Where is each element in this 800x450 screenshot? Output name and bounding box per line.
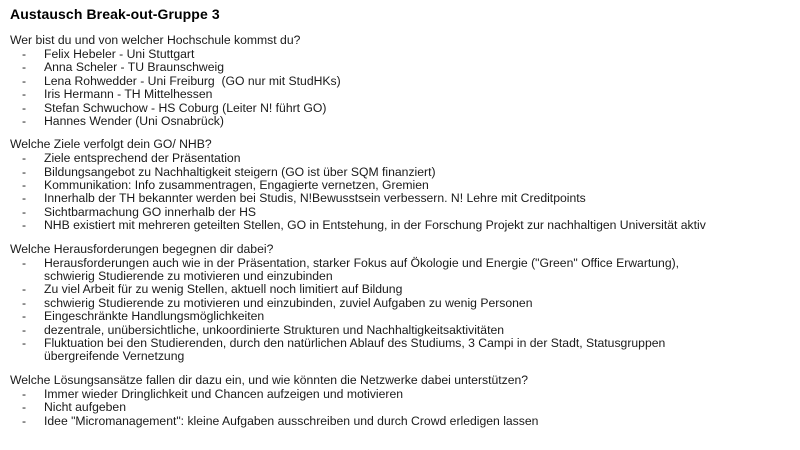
list-item bbox=[10, 206, 796, 219]
list-item bbox=[10, 283, 796, 296]
list-item bbox=[10, 401, 796, 414]
list-item-text: Bildungsangebot zu Nachhaltigkeit steigern (GO ist über SQM finanziert) bbox=[44, 164, 436, 179]
section-question: Welche Herausforderungen begegnen dir dabei? bbox=[10, 241, 274, 256]
list-item bbox=[10, 257, 796, 284]
list-item-text: Fluktuation bei den Studierenden, durch den natürlichen Ablauf des Studiums, 3 Campi in der Stadt, Statusgruppen bbox=[44, 336, 666, 351]
list-item-text: Stefan Schwuchow - HS Coburg (Leiter N! führt GO) bbox=[44, 100, 327, 115]
bullet-dash-marker: - bbox=[22, 282, 27, 297]
bullet-dash-marker: - bbox=[22, 60, 27, 75]
question-section bbox=[10, 34, 796, 128]
bullet-dash-marker: - bbox=[22, 191, 27, 206]
list-item bbox=[10, 415, 796, 428]
list-item bbox=[10, 48, 796, 61]
bullet-dash-marker: - bbox=[22, 178, 27, 193]
bullet-dash-marker: - bbox=[22, 164, 27, 179]
list-item-text: Hannes Wender (Uni Osnabrück) bbox=[44, 113, 224, 128]
bullet-list bbox=[10, 152, 796, 232]
list-item-text: Lena Rohwedder - Uni Freiburg (GO nur mit StudHKs) bbox=[44, 73, 341, 88]
page-title: Austausch Break-out-Gruppe 3 bbox=[10, 6, 220, 22]
question-section bbox=[10, 138, 796, 232]
bullet-dash-marker: - bbox=[22, 322, 27, 337]
sections-container bbox=[10, 34, 796, 428]
bullet-dash-marker: - bbox=[22, 413, 27, 428]
list-item bbox=[10, 337, 796, 364]
bullet-dash-marker: - bbox=[22, 309, 27, 324]
list-item-text: Zu viel Arbeit für zu wenig Stellen, aktuell noch limitiert auf Bildung bbox=[44, 282, 403, 297]
list-item-text: dezentrale, unübersichtliche, unkoordinierte Strukturen und Nachhaltigkeitsaktivitäten bbox=[44, 322, 505, 337]
bullet-dash-marker: - bbox=[22, 218, 27, 233]
bullet-list bbox=[10, 388, 796, 428]
bullet-dash-marker: - bbox=[22, 113, 27, 128]
list-item bbox=[10, 219, 796, 232]
list-item bbox=[10, 297, 796, 310]
list-item bbox=[10, 179, 796, 192]
list-item-text: Sichtbarmachung GO innerhalb der HS bbox=[44, 204, 257, 219]
bullet-dash-marker: - bbox=[22, 295, 27, 310]
bullet-dash-marker: - bbox=[22, 100, 27, 115]
bullet-dash-marker: - bbox=[22, 87, 27, 102]
bullet-dash-marker: - bbox=[22, 255, 27, 270]
list-item-text: Nicht aufgeben bbox=[44, 400, 126, 415]
list-item bbox=[10, 324, 796, 337]
list-item-text: schwierig Studierende zu motivieren und einzubinden, zuviel Aufgaben zu wenig Personen bbox=[44, 295, 533, 310]
list-item bbox=[10, 115, 796, 128]
list-item-text: Iris Hermann - TH Mittelhessen bbox=[44, 87, 213, 102]
list-item-text: Anna Scheler - TU Braunschweig bbox=[44, 60, 224, 75]
bullet-list bbox=[10, 48, 796, 128]
list-item-text: Ziele entsprechend der Präsentation bbox=[44, 151, 241, 166]
bullet-dash-marker: - bbox=[22, 46, 27, 61]
section-question: Welche Lösungsansätze fallen dir dazu ein, und wie könnten die Netzwerke dabei unterstützen? bbox=[10, 372, 529, 387]
list-item-text: Kommunikation: Info zusammentragen, Engagierte vernetzen, Gremien bbox=[44, 178, 429, 193]
bullet-dash-marker: - bbox=[22, 336, 27, 351]
section-question: Welche Ziele verfolgt dein GO/ NHB? bbox=[10, 137, 212, 152]
list-item-continuation: übergreifende Vernetzung bbox=[44, 349, 185, 364]
list-item bbox=[10, 75, 796, 88]
question-section bbox=[10, 243, 796, 364]
list-item bbox=[10, 88, 796, 101]
list-item-continuation: schwierig Studierende zu motivieren und einzubinden bbox=[44, 269, 333, 283]
bullet-dash-marker: - bbox=[22, 73, 27, 88]
list-item-text: Idee "Micromanagement": kleine Aufgaben ausschreiben und durch Crowd erledigen lassen bbox=[44, 413, 539, 428]
bullet-dash-marker: - bbox=[22, 151, 27, 166]
list-item bbox=[10, 388, 796, 401]
bullet-list bbox=[10, 257, 796, 364]
list-item bbox=[10, 102, 796, 115]
section-question: Wer bist du und von welcher Hochschule kommst du? bbox=[10, 33, 301, 47]
bullet-dash-marker: - bbox=[22, 400, 27, 415]
list-item-text: NHB existiert mit mehreren geteilten Stellen, GO in Entstehung, in der Forschung Projekt zur nachhaltigen Universität aktiv bbox=[44, 218, 706, 233]
bullet-dash-marker: - bbox=[22, 204, 27, 219]
list-item-text: Felix Hebeler - Uni Stuttgart bbox=[44, 46, 195, 61]
list-item-text: Eingeschränkte Handlungsmöglichkeiten bbox=[44, 309, 265, 324]
question-section bbox=[10, 374, 796, 428]
bullet-dash-marker: - bbox=[22, 386, 27, 401]
list-item bbox=[10, 61, 796, 74]
list-item bbox=[10, 192, 796, 205]
list-item bbox=[10, 310, 796, 323]
list-item bbox=[10, 152, 796, 165]
list-item-text: Innerhalb der TH bekannter werden bei Studis, N!Bewusstsein verbessern. N! Lehre mit Creditpoints bbox=[44, 191, 586, 206]
list-item bbox=[10, 166, 796, 179]
list-item-text: Immer wieder Dringlichkeit und Chancen aufzeigen und motivieren bbox=[44, 386, 404, 401]
list-item-text: Herausforderungen auch wie in der Präsentation, starker Fokus auf Ökologie und Energie ("Green" Office Erwartung), bbox=[44, 255, 680, 270]
